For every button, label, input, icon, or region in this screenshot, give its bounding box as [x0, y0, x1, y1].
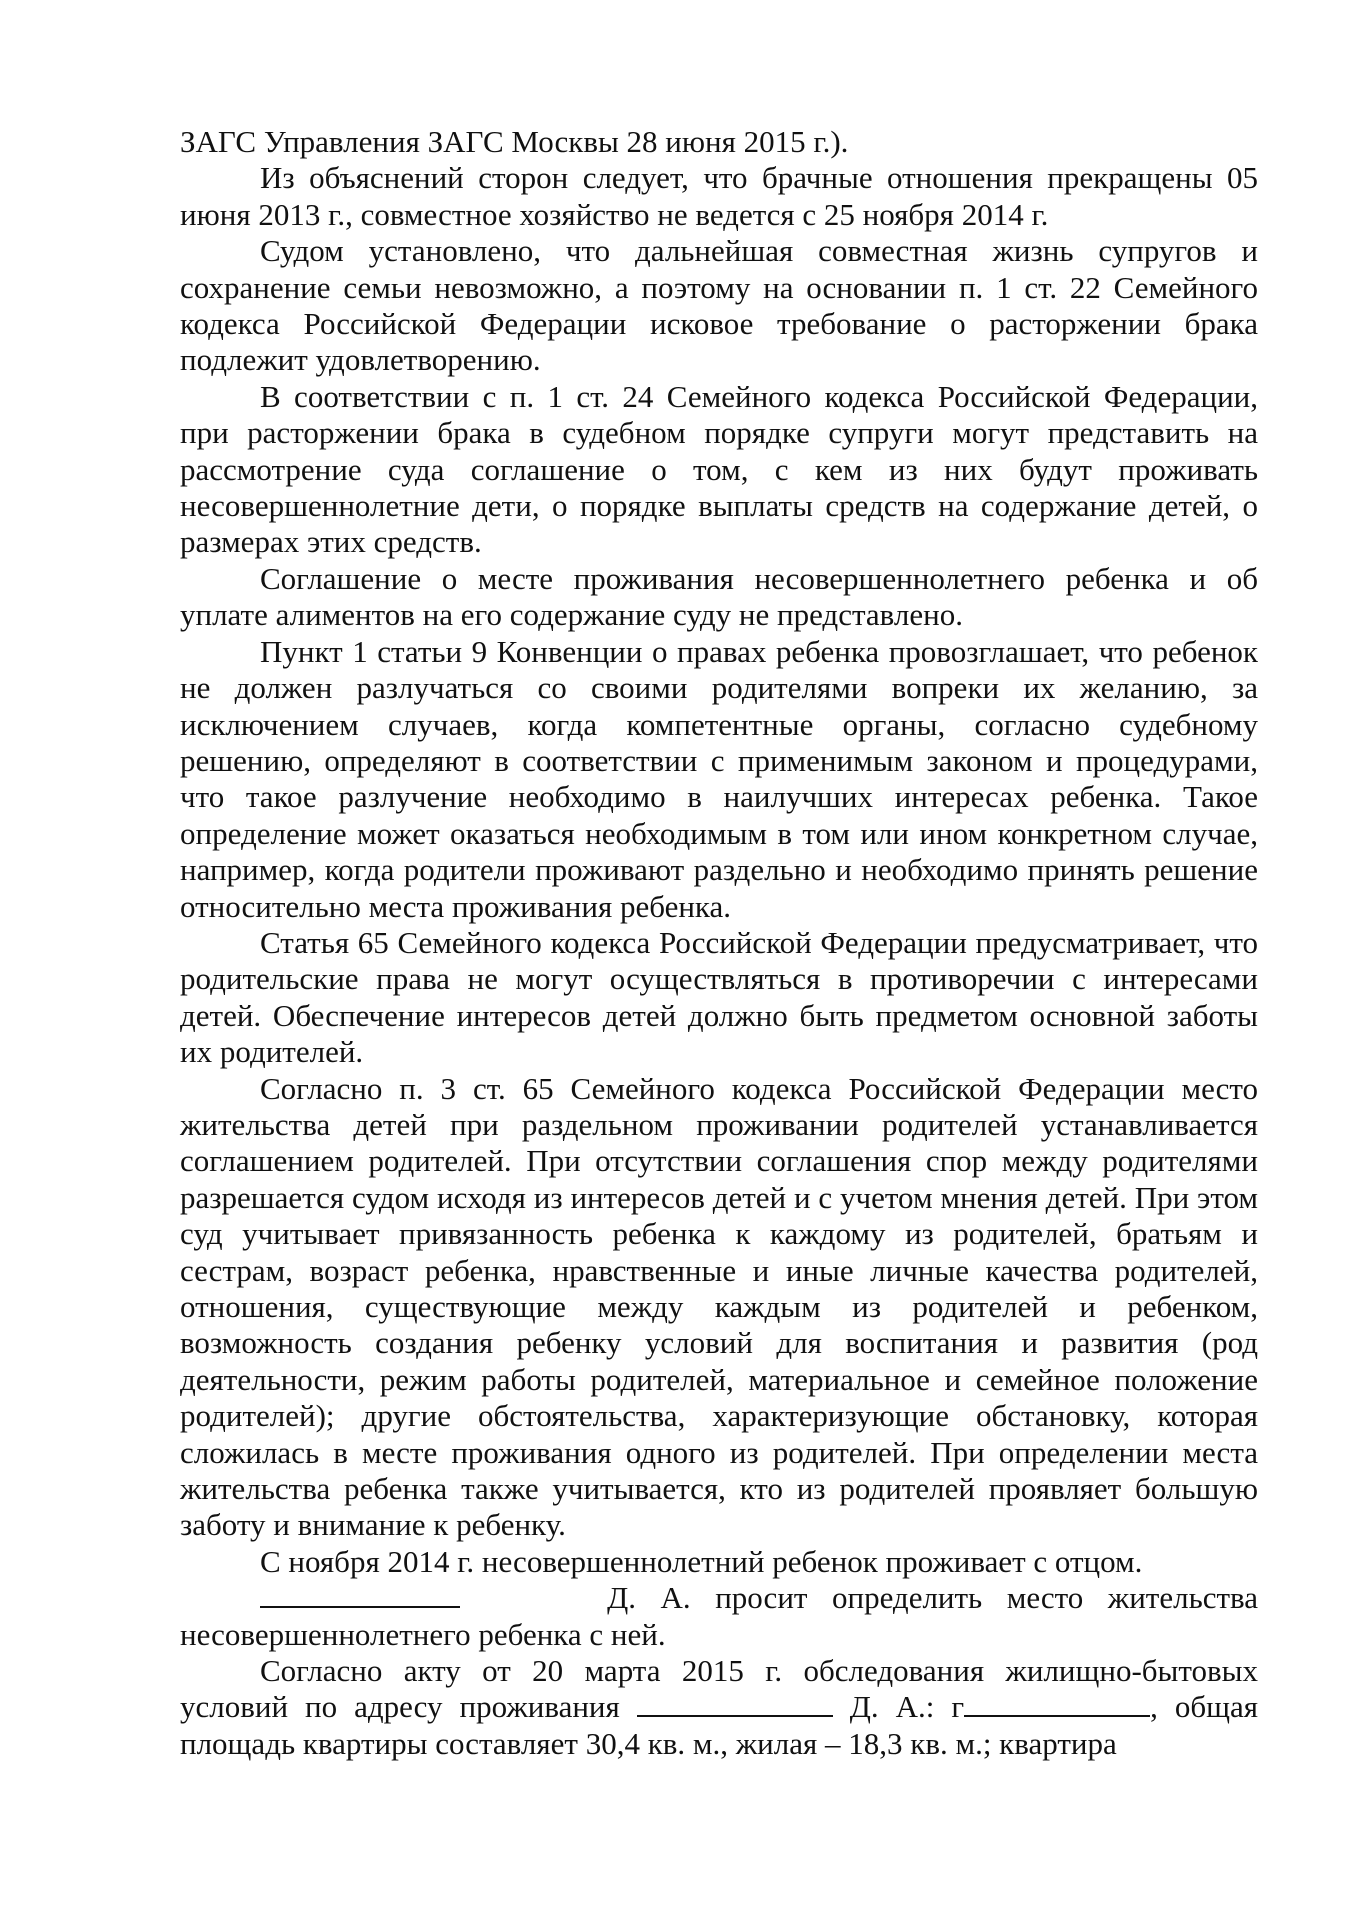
paragraph-article-65: Статья 65 Семейного кодекса Российской Федерации предусматривает, что родительские права не могут осуществляться в противоречии с интересами детей. Обеспечение интересов детей должно быть предметом основной заботы их родителей.: [180, 924, 1258, 1070]
paragraph-article-24: В соответствии с п. 1 ст. 24 Семейного кодекса Российской Федерации, при расторжении брака в судебном порядке супруги могут представить на рассмотрение суда соглашение о том, с кем из них будут проживать несовершеннолетние дети, о порядке выплаты средств на содержание детей, о размерах этих средств.: [180, 378, 1258, 560]
paragraph-claim-text: Д. А. просит определить место жительства несовершеннолетнего ребенка с ней.: [180, 1580, 1258, 1652]
paragraph-court-established: Судом установлено, что дальнейшая совместная жизнь супругов и сохранение семьи невозможно, а поэтому на основании п. 1 ст. 22 Семейного кодекса Российской Федерации исковое требование о расторжении брака подлежит удовлетворению.: [180, 233, 1258, 378]
redacted-address-blank: [964, 1691, 1150, 1717]
redacted-name-blank: [260, 1582, 460, 1608]
paragraph-inspection-text-before: Согласно акту от 20 марта 2015 г. обследования жилищно-бытовых условий по адресу проживания: [180, 1653, 1258, 1725]
paragraph-agreement-absent: Соглашение о месте проживания несовершеннолетнего ребенка и об уплате алиментов на его содержание суду не представлено.: [180, 560, 1258, 633]
paragraph-convention: Пункт 1 статьи 9 Конвенции о правах ребенка провозглашает, что ребенок не должен разлучаться со своими родителями вопреки их желанию, за исключением случаев, когда компетентные органы, согласно судебному решению, определяют в соответствии с применимым законом и процедурами, что такое разлучение необходимо в наилучших интересах ребенка. Такое определение может оказаться необходимым в том или ином конкретном случае, например, когда родители проживают раздельно и необходимо принять решение относительно места проживания ребенка.: [180, 633, 1258, 924]
paragraph-child-lives-with-father: С ноября 2014 г. несовершеннолетний ребенок проживает с отцом.: [260, 1543, 1143, 1579]
document-body: [180, 124, 1258, 1762]
paragraph-inspection-text-middle: Д. А.: г: [849, 1689, 965, 1725]
paragraph-claim: [180, 1580, 1258, 1653]
redacted-name-blank: [637, 1691, 833, 1717]
paragraph-inspection-act: [180, 1653, 1258, 1762]
paragraph-inspection-text-after: , общая площадь квартиры составляет 30,4 кв. м., жилая – 18,3 кв. м.; квартира: [180, 1689, 1259, 1761]
paragraph-article-65-p3: Согласно п. 3 ст. 65 Семейного кодекса Российской Федерации место жительства детей при раздельном проживании родителей устанавливается соглашением родителей. При отсутствии соглашения спор между родителями разрешается судом исходя из интересов детей и с учетом мнения детей. При этом суд учитывает привязанность ребенка к каждому из родителей, братьям и сестрам, возраст ребенка, нравственные и иные личные качества родителей, отношения, существующие между каждым из родителей и ребенком, возможность создания ребенку условий для воспитания и развития (род деятельности, режим работы родителей, материальное и семейное положение родителей); другие обстоятельства, характеризующие обстановку, которая сложилась в месте проживания одного из родителей. При определении места жительства ребенка также учитывается, кто из родителей проявляет большую заботу и внимание к ребенку.: [180, 1070, 1258, 1543]
paragraph-zags-reference: ЗАГС Управления ЗАГС Москвы 28 июня 2015 г.).: [180, 124, 849, 159]
paragraph-explanations: Из объяснений сторон следует, что брачные отношения прекращены 05 июня 2013 г., совместное хозяйство не ведется с 25 ноября 2014 г.: [180, 160, 1258, 232]
